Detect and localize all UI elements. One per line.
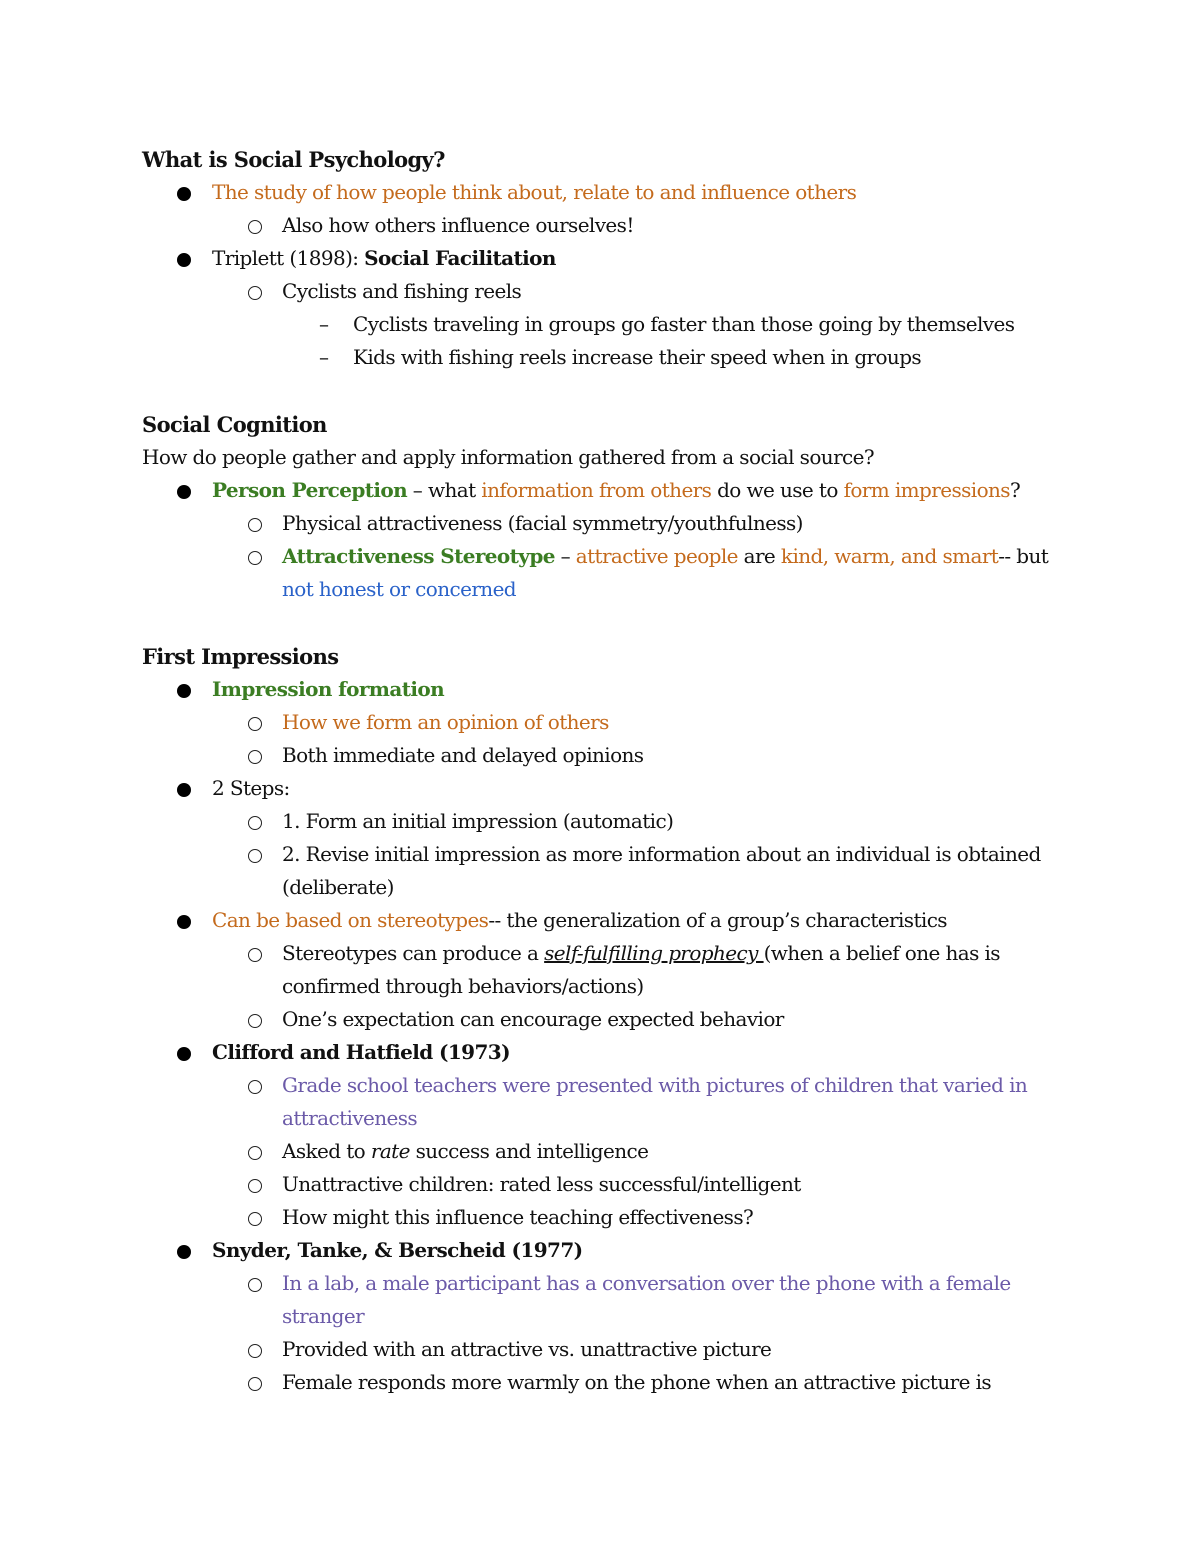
list-item: [142, 1069, 1080, 1135]
section-heading: What is Social Psychology?: [142, 147, 445, 172]
intro-text: How do people gather and apply information gathered from a social source?: [142, 445, 874, 469]
list-item: [142, 937, 1080, 1003]
bullet-list: [142, 673, 1080, 1399]
list-item-text: Kids with fishing reels increase their speed when in groups: [353, 345, 922, 369]
list-item-text: Triplett (1898):: [212, 246, 365, 270]
hollow-bullet-icon: [248, 1080, 262, 1094]
list-item-text: 2 Steps:: [212, 776, 290, 800]
hollow-bullet-icon: [248, 1179, 262, 1193]
list-item: [142, 838, 1080, 904]
list-item: [142, 739, 1080, 772]
dash-bullet-icon: –: [319, 312, 329, 336]
list-item: [142, 772, 1080, 805]
bullet-list: [142, 176, 1080, 374]
study-title: Clifford and Hatfield (1973): [212, 1040, 510, 1064]
section-social-cognition: [142, 408, 1080, 606]
text-run: ?: [1009, 478, 1021, 502]
list-item-text: In a lab, a male participant has a conversation over the phone with a female stranger: [282, 1271, 1011, 1328]
text-run-orange: form impressions: [843, 478, 1010, 502]
term-italic-underline: self-fulfilling prophecy: [544, 941, 764, 965]
list-item-text: One’s expectation can encourage expected behavior: [282, 1007, 784, 1031]
list-item-text: Cyclists and fishing reels: [282, 279, 522, 303]
text-run-orange: kind, warm, and smart: [780, 544, 999, 568]
list-item: [142, 341, 1080, 374]
list-item-text: Unattractive children: rated less successful/intelligent: [282, 1172, 801, 1196]
list-item: [142, 1135, 1080, 1168]
term-green: Impression formation: [212, 677, 445, 701]
hollow-bullet-icon: [248, 1146, 262, 1160]
text-run-blue: not honest or concerned: [282, 577, 517, 601]
list-item-text: How might this influence teaching effectiveness?: [282, 1205, 754, 1229]
list-item: [142, 275, 1080, 308]
list-item-text: Both immediate and delayed opinions: [282, 743, 644, 767]
list-item: [142, 242, 1080, 275]
text-run: do we use to: [711, 478, 844, 502]
list-item: [142, 308, 1080, 341]
text-run-orange: information from others: [481, 478, 712, 502]
section-what-is-social-psychology: [142, 143, 1080, 374]
hollow-bullet-icon: [248, 948, 262, 962]
list-item: [142, 805, 1080, 838]
text-run-orange: Can be based on stereotypes: [212, 908, 489, 932]
list-item: [142, 904, 1080, 937]
list-item: [142, 474, 1080, 507]
hollow-bullet-icon: [248, 1212, 262, 1226]
list-item-text: Grade school teachers were presented with pictures of children that varied in attractiveness: [282, 1073, 1028, 1130]
filled-bullet-icon: [177, 187, 191, 201]
filled-bullet-icon: [177, 1047, 191, 1061]
filled-bullet-icon: [177, 485, 191, 499]
list-item-text: Physical attractiveness (facial symmetry/youthfulness): [282, 511, 803, 535]
list-item: [142, 176, 1080, 209]
list-item-text: Female responds more warmly on the phone when an attractive picture is: [282, 1370, 992, 1394]
term-bold: Social Facilitation: [364, 246, 556, 270]
text-run: – what: [407, 478, 482, 502]
section-heading: Social Cognition: [142, 412, 327, 437]
list-item-text: Provided with an attractive vs. unattractive picture: [282, 1337, 772, 1361]
list-item: [142, 1366, 1080, 1399]
term-green: Attractiveness Stereotype: [282, 544, 555, 568]
hollow-bullet-icon: [248, 286, 262, 300]
filled-bullet-icon: [177, 253, 191, 267]
hollow-bullet-icon: [248, 1344, 262, 1358]
text-run: are: [737, 544, 781, 568]
text-run: (when a belief one has is confirmed through behaviors/actions): [282, 941, 1000, 998]
hollow-bullet-icon: [248, 816, 262, 830]
bullet-list: [142, 474, 1080, 606]
list-item: [142, 1168, 1080, 1201]
list-item-text: Cyclists traveling in groups go faster than those going by themselves: [353, 312, 1015, 336]
dash-bullet-icon: –: [319, 345, 329, 369]
list-item: [142, 706, 1080, 739]
hollow-bullet-icon: [248, 717, 262, 731]
filled-bullet-icon: [177, 915, 191, 929]
text-run-orange: attractive people: [575, 544, 738, 568]
filled-bullet-icon: [177, 684, 191, 698]
list-item: [142, 1003, 1080, 1036]
section-heading: First Impressions: [142, 644, 339, 669]
list-item-text: The study of how people think about, relate to and influence others: [212, 180, 857, 204]
list-item: [142, 540, 1080, 606]
hollow-bullet-icon: [248, 750, 262, 764]
list-item-text: 2. Revise initial impression as more information about an individual is obtained (deliberate): [282, 842, 1041, 899]
list-item-text: 1. Form an initial impression (automatic): [282, 809, 674, 833]
hollow-bullet-icon: [248, 220, 262, 234]
list-item: [142, 1267, 1080, 1333]
hollow-bullet-icon: [248, 1014, 262, 1028]
hollow-bullet-icon: [248, 518, 262, 532]
study-title: Snyder, Tanke, & Berscheid (1977): [212, 1238, 583, 1262]
hollow-bullet-icon: [248, 1278, 262, 1292]
text-run: Stereotypes can produce a: [282, 941, 545, 965]
list-item: [142, 1333, 1080, 1366]
list-item: [142, 673, 1080, 706]
hollow-bullet-icon: [248, 849, 262, 863]
text-run: success and intelligence: [409, 1139, 649, 1163]
list-item: [142, 507, 1080, 540]
term-green: Person Perception: [212, 478, 408, 502]
hollow-bullet-icon: [248, 551, 262, 565]
filled-bullet-icon: [177, 783, 191, 797]
list-item-text: Also how others influence ourselves!: [282, 213, 634, 237]
filled-bullet-icon: [177, 1245, 191, 1259]
text-run: -- the generalization of a group’s characteristics: [488, 908, 947, 932]
list-item-text: How we form an opinion of others: [282, 710, 609, 734]
list-item: [142, 1201, 1080, 1234]
hollow-bullet-icon: [248, 1377, 262, 1391]
list-item: [142, 1036, 1080, 1069]
list-item: [142, 209, 1080, 242]
text-run: Asked to: [282, 1139, 371, 1163]
text-run: –: [554, 544, 576, 568]
section-first-impressions: [142, 640, 1080, 1399]
list-item: [142, 1234, 1080, 1267]
term-italic: rate: [370, 1139, 410, 1163]
text-run: -- but: [998, 544, 1049, 568]
